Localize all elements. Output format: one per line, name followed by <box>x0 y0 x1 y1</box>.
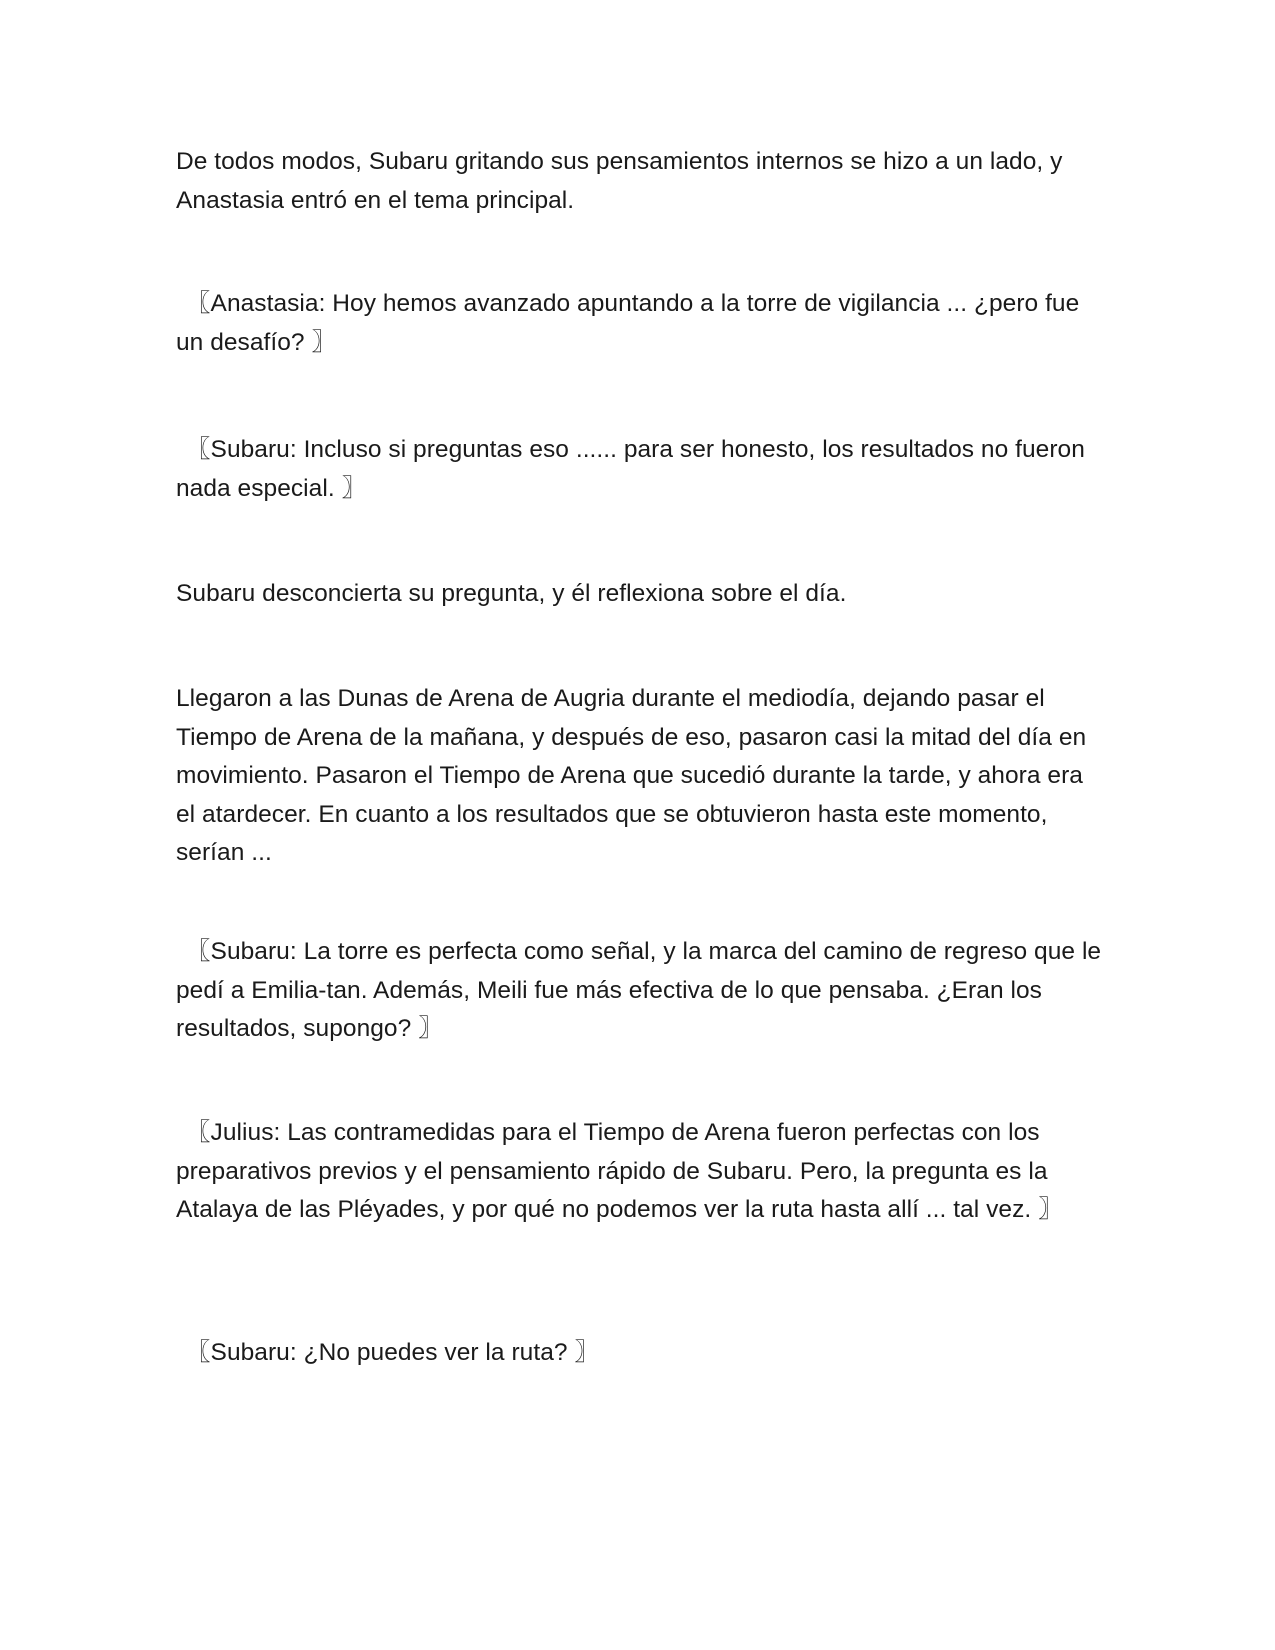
paragraph-dialogue-subaru: 〖Subaru: La torre es perfecta como señal, y la marca del camino de regreso que le pedí a Emilia-tan. Además, Meili fue más efectiva de lo que pensaba. ¿Eran los resultados, supongo? 〗 <box>176 938 1102 1042</box>
paragraph-dialogue-subaru: 〖Subaru: Incluso si preguntas eso ...... para ser honesto, los resultados no fueron nada especial. 〗 <box>176 436 1085 502</box>
paragraph-dialogue-subaru: 〖Subaru: ¿No puedes ver la ruta? 〗 <box>186 1339 599 1366</box>
paragraph-dialogue-julius: 〖Julius: Las contramedidas para el Tiempo de Arena fueron perfectas con los preparativos previos y el pensamiento rápido de Subaru. Pero, la pregunta es la Atalaya de las Pléyades, y por qué no podemos ver la ruta hasta allí ... tal vez. 〗 <box>176 1119 1063 1223</box>
paragraph-dialogue-anastasia: 〖Anastasia: Hoy hemos avanzado apuntando a la torre de vigilancia ... ¿pero fue un desafío? 〗 <box>176 290 1080 356</box>
paragraph-narration: Llegaron a las Dunas de Arena de Augria durante el mediodía, dejando pasar el Tiempo de Arena de la mañana, y después de eso, pasaron casi la mitad del día en movimiento. Pasaron el Tiempo de Arena que sucedió durante la tarde, y ahora era el atardecer. En cuanto a los resultados que se obtuvieron hasta este momento, serían ... <box>176 685 1087 866</box>
paragraph-narration: De todos modos, Subaru gritando sus pensamientos internos se hizo a un lado, y Anastasia entró en el tema principal. <box>176 148 1063 214</box>
paragraph-narration: Subaru desconcierta su pregunta, y él reflexiona sobre el día. <box>176 580 847 607</box>
